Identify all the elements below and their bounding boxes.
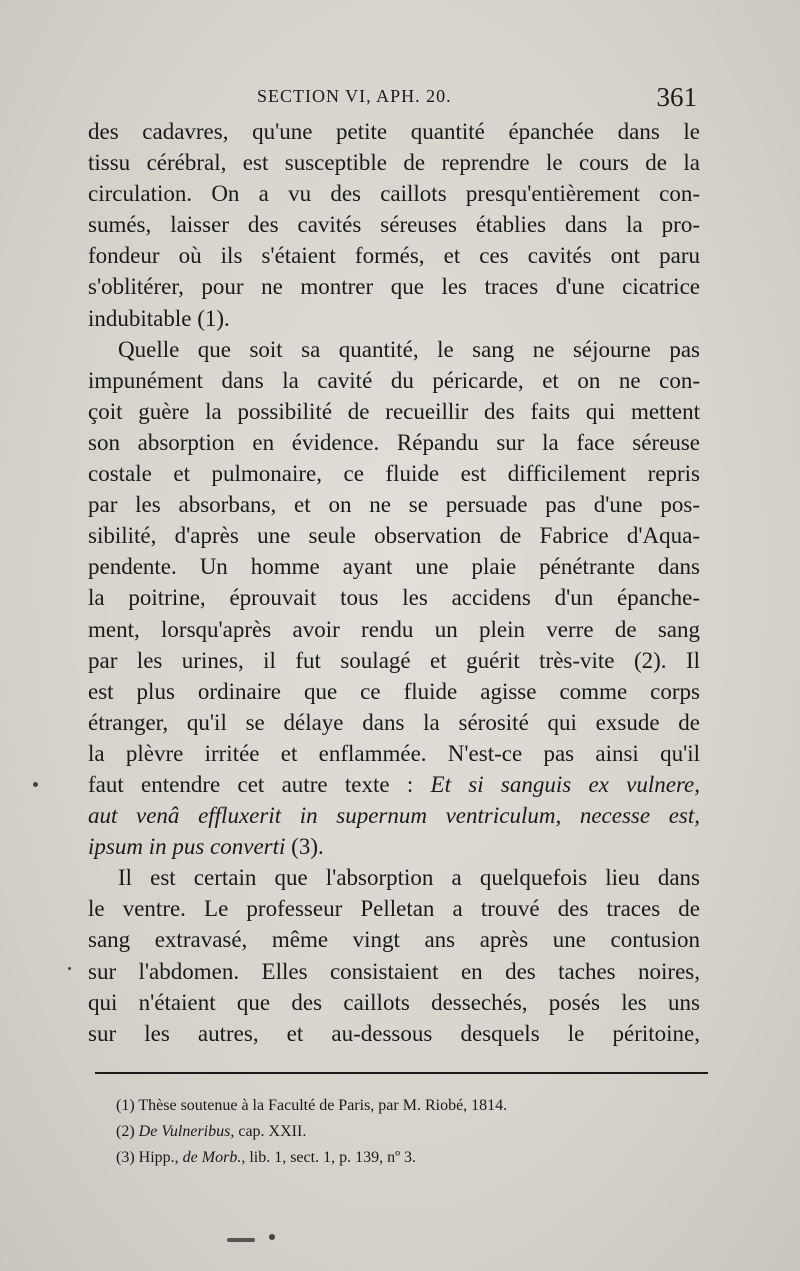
text-line: la poitrine, éprouvait tous les accidens d'un épanche-: [88, 585, 700, 611]
text-line: Quelle que soit sa quantité, le sang ne séjourne pas: [118, 336, 700, 362]
text-line: pendente. Un homme ayant une plaie pénétrante dans: [88, 554, 700, 580]
text-line: des cadavres, qu'une petite quantité épanchée dans le: [88, 119, 700, 144]
footnotes: [116, 1093, 716, 1171]
footnote-text: cap. XXII.: [238, 1123, 307, 1140]
latin-quote: ipsum in pus converti: [88, 834, 286, 860]
text-line: le ventre. Le professeur Pelletan a trouvé des traces de: [88, 896, 700, 922]
text-line: Il est certain que l'absorption a quelquefois lieu dans: [118, 865, 700, 891]
paper-speck: [33, 782, 38, 787]
text-line: ment, lorsqu'après avoir rendu un plein verre de sang: [88, 616, 700, 642]
footnote-1: [116, 1093, 716, 1119]
footnote-ref: (3).: [291, 834, 324, 860]
footnote-author: Hipp.,: [138, 1149, 179, 1166]
text-line: la plèvre irritée et enflammée. N'est-ce pas ainsi qu'il: [88, 740, 700, 766]
paper-speck: [68, 967, 71, 970]
text-line: est plus ordinaire que ce fluide agisse comme corps: [88, 678, 700, 704]
text-line: circulation. On a vu des caillots presqu'entièrement con-: [88, 181, 700, 207]
text-segment: faut entendre cet autre texte :: [88, 771, 414, 797]
text-line: impunément dans la cavité du péricarde, et on ne con-: [88, 367, 700, 393]
footnote-marker: (2): [116, 1123, 135, 1140]
footnote-title: De Vulneribus,: [138, 1123, 235, 1140]
text-line: çoit guère la possibilité de recueillir des faits qui mettent: [88, 398, 700, 424]
footnote-2: [116, 1119, 716, 1145]
footnote-3: [116, 1145, 716, 1171]
text-line: indubitable (1).: [88, 305, 230, 331]
footnote-text: Thèse soutenue à la Faculté de Paris, par M. Riobé, 1814.: [138, 1097, 508, 1114]
latin-quote: Et si sanguis ex vulnere,: [430, 771, 701, 797]
text-line: s'oblitérer, pour ne montrer que les traces d'une cicatrice: [88, 274, 700, 300]
footnote-marker: (1): [116, 1097, 135, 1114]
text-line: qui n'étaient que des caillots dessechés, posés les uns: [88, 989, 700, 1015]
body-text: [88, 116, 700, 1049]
text-line: tissu cérébral, est susceptible de reprendre le cours de la: [88, 150, 700, 176]
latin-quote: aut venâ effluxerit in supernum ventriculum, necesse est,: [88, 803, 700, 829]
paper-speck: [227, 1238, 255, 1242]
page-number: 361: [656, 82, 697, 112]
text-line: son absorption en évidence. Répandu sur la face séreuse: [88, 429, 700, 455]
text-line: sibilité, d'après une seule observation de Fabrice d'Aqua-: [88, 523, 700, 549]
text-line: costale et pulmonaire, ce fluide est difficilement repris: [88, 461, 700, 487]
text-line: par les urines, il fut soulagé et guérit très-vite (2). Il: [88, 647, 700, 673]
text-line: sumés, laisser des cavités séreuses établies dans la pro-: [88, 212, 700, 238]
footnote-divider: [95, 1072, 708, 1074]
latin-quote-line: [88, 831, 700, 862]
page-header: [257, 84, 697, 116]
text-line: fondeur où ils s'étaient formés, et ces cavités ont paru: [88, 243, 700, 269]
footnote-marker: (3): [116, 1149, 135, 1166]
text-line-with-quote: [88, 769, 700, 800]
text-line: étranger, qu'il se délaye dans la sérosité qui exsude de: [88, 709, 700, 735]
text-line: sur les autres, et au-dessous desquels le péritoine,: [88, 1020, 700, 1046]
latin-quote-line: [88, 800, 700, 831]
paper-speck: [269, 1234, 275, 1240]
text-line: par les absorbans, et on ne se persuade pas d'une pos-: [88, 492, 700, 518]
text-line: sur l'abdomen. Elles consistaient en des taches noires,: [88, 958, 700, 984]
text-line: sang extravasé, même vingt ans après une contusion: [88, 927, 700, 953]
running-head: SECTION VI, APH. 20.: [257, 86, 452, 106]
footnote-text: , lib. 1, sect. 1, p. 139, nº 3.: [241, 1149, 417, 1166]
footnote-title: de Morb.: [182, 1149, 242, 1166]
